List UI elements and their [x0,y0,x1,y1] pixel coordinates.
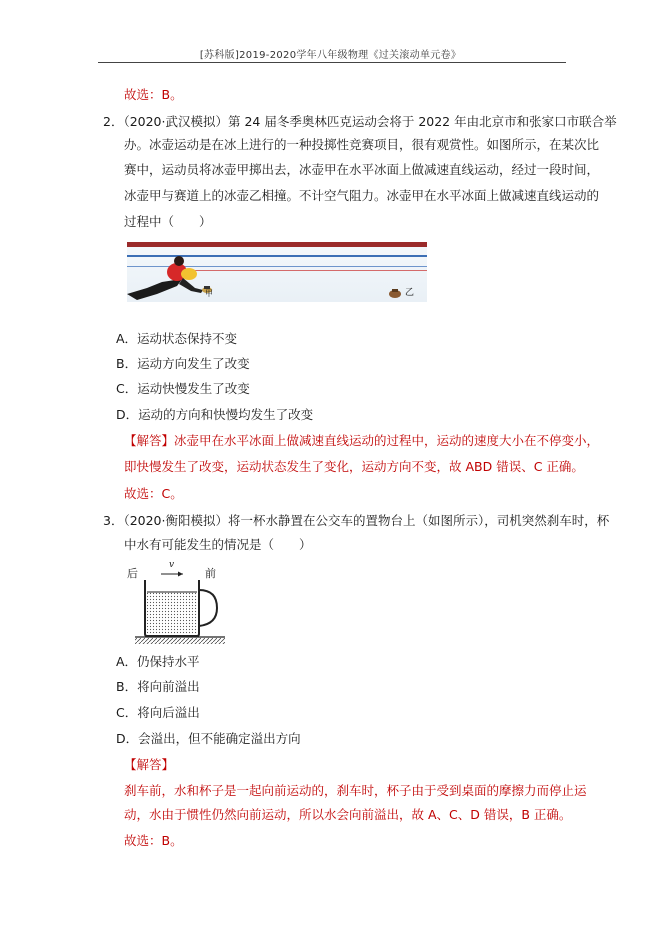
cup-diagram [125,562,230,646]
label-v: v [169,560,175,570]
page-header: [苏科版]2019-2020学年八年级物理《过关滚动单元卷》 [199,50,462,61]
q3-line-1: 3．（2020·衡阳模拟）将一杯水静置在公交车的置物台上（如图所示），司机突然刹车时，杯 [103,513,610,528]
q2-line-1: 2．（2020·武汉模拟）第 24 届冬季奥林匹克运动会将于 2022 年由北京市和张家口市联合举 [103,114,617,129]
curling-athlete-illustration [127,242,427,302]
label-front: 前 [205,567,216,580]
q3-line-2: 中水有可能发生的情况是（ ） [124,537,312,552]
label-back: 后 [127,567,138,580]
q2-answer: 故选：C。 [124,486,183,501]
q2-solution-line-1: 【解答】冰壶甲在水平冰面上做减速直线运动的过程中，运动的速度大小在不停变小， [124,433,600,448]
q2-option-d: D．运动的方向和快慢均发生了改变 [116,407,314,422]
prev-answer: 故选：B。 [124,87,183,102]
q3-option-b: B．将向前溢出 [116,679,200,694]
label-jia: 甲 [205,289,213,298]
q3-option-d: D．会溢出，但不能确定溢出方向 [116,731,301,746]
curling-photo [127,242,427,302]
q3-solution-title: 【解答】 [124,757,175,772]
q2-solution-line-2: 即快慢发生了改变，运动状态发生了变化，运动方向不变，故 ABD 错误、C 正确。 [124,459,584,474]
q3-option-a: A．仍保持水平 [116,654,200,669]
label-yi: 乙 [405,288,415,298]
q2-option-b: B．运动方向发生了改变 [116,356,250,371]
header-rule [98,62,566,63]
q2-option-a: A．运动状态保持不变 [116,331,238,346]
q3-solution-line-2: 动，水由于惯性仍然向前运动，所以水会向前溢出，故 A、C、D 错误，B 正确。 [124,807,572,822]
q3-option-c: C．将向后溢出 [116,705,200,720]
q2-option-c: C．运动快慢发生了改变 [116,381,250,396]
q2-line-5: 过程中（ ） [124,214,212,229]
q2-line-4: 冰壶甲与赛道上的冰壶乙相撞。不计空气阻力。冰壶甲在水平冰面上做减速直线运动的 [124,188,600,203]
q3-solution-line-1: 刹车前，水和杯子是一起向前运动的，刹车时，杯子由于受到桌面的摩擦力而停止运 [124,783,587,798]
q2-line-3: 赛中，运动员将冰壶甲掷出去，冰壶甲在水平冰面上做减速直线运动，经过一段时间， [124,162,600,177]
q3-answer: 故选：B。 [124,833,183,848]
q2-line-2: 办。冰壶运动是在冰上进行的一种投掷性竞赛项目，很有观赏性。如图所示，在某次比 [124,137,600,152]
